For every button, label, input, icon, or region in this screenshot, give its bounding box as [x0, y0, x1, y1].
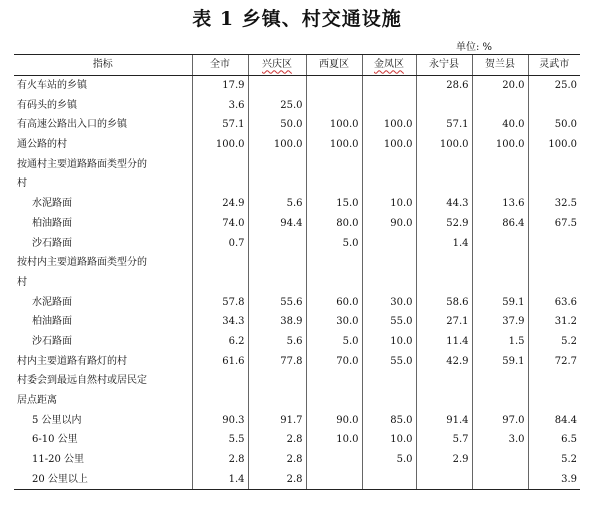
table-cell: 59.1: [472, 292, 528, 312]
table-cell: [416, 174, 472, 194]
table-cell: [248, 233, 306, 253]
table-cell: [528, 391, 580, 411]
table-cell: 5.0: [306, 233, 362, 253]
table-cell: 3.9: [528, 469, 580, 489]
table-cell: [416, 154, 472, 174]
table-cell: 52.9: [416, 214, 472, 234]
column-header-text: 兴庆区: [262, 59, 292, 71]
column-header: 指标: [14, 55, 192, 76]
table-cell: 5.6: [248, 194, 306, 214]
table-row: [14, 194, 580, 214]
table-cell: 15.0: [306, 194, 362, 214]
table-cell: 6.2: [192, 332, 248, 352]
table-cell: 100.0: [306, 135, 362, 155]
table-cell: 100.0: [362, 115, 416, 135]
table-cell: 3.6: [192, 95, 248, 115]
table-cell: [472, 273, 528, 293]
table-cell: 100.0: [528, 135, 580, 155]
row-label: 有码头的乡镇: [17, 99, 77, 111]
table-cell: 34.3: [192, 312, 248, 332]
table-cell: 67.5: [528, 214, 580, 234]
row-label: 水泥路面: [32, 296, 72, 308]
table-cell: [248, 253, 306, 273]
table-title: 表 1 乡镇、村交通设施: [192, 8, 402, 30]
table-cell: 55.0: [362, 351, 416, 371]
table-cell: 30.0: [306, 312, 362, 332]
table-cell: [248, 154, 306, 174]
table-row: [14, 469, 580, 489]
transport-table: [14, 54, 580, 490]
table-cell: 100.0: [192, 135, 248, 155]
table-cell: 72.7: [528, 351, 580, 371]
table-row: [14, 135, 580, 155]
table-cell: 5.5: [192, 430, 248, 450]
table-cell: [306, 174, 362, 194]
column-header: [248, 55, 306, 76]
table-cell: 5.6: [248, 332, 306, 352]
row-label: 按村内主要道路路面类型分的: [17, 257, 147, 269]
table-cell: 100.0: [306, 115, 362, 135]
column-header: 全市: [192, 55, 248, 76]
table-cell: 2.8: [192, 450, 248, 470]
table-cell: 28.6: [416, 75, 472, 95]
column-header: 永宁县: [416, 55, 472, 76]
row-label: 村: [17, 276, 27, 288]
table-cell: 70.0: [306, 351, 362, 371]
table-cell: 10.0: [362, 194, 416, 214]
table-cell: 0.7: [192, 233, 248, 253]
table-cell: 60.0: [306, 292, 362, 312]
table-cell: 91.4: [416, 410, 472, 430]
table-cell: 85.0: [362, 410, 416, 430]
column-header: 西夏区: [306, 55, 362, 76]
table-cell: [192, 174, 248, 194]
table-cell: 42.9: [416, 351, 472, 371]
table-cell: [192, 154, 248, 174]
table-cell: 6.5: [528, 430, 580, 450]
table-cell: 57.8: [192, 292, 248, 312]
table-cell: [416, 371, 472, 391]
table-cell: [416, 273, 472, 293]
table-row: [14, 253, 580, 273]
table-row: [14, 430, 580, 450]
table-cell: 100.0: [416, 135, 472, 155]
table-cell: [528, 174, 580, 194]
row-label: 11-20 公里: [32, 454, 85, 466]
table-row: [14, 312, 580, 332]
table-cell: [528, 371, 580, 391]
table-cell: [528, 253, 580, 273]
table-row: [14, 410, 580, 430]
table-row: [14, 95, 580, 115]
table-cell: [362, 371, 416, 391]
table-cell: [416, 469, 472, 489]
table-cell: [472, 154, 528, 174]
table-cell: 74.0: [192, 214, 248, 234]
header-row: [14, 55, 580, 76]
table-cell: [362, 253, 416, 273]
table-cell: 94.4: [248, 214, 306, 234]
row-label: 有火车站的乡镇: [17, 80, 87, 92]
table-cell: 5.0: [362, 450, 416, 470]
table-cell: 90.0: [362, 214, 416, 234]
table-cell: [248, 273, 306, 293]
table-cell: [362, 233, 416, 253]
table-cell: [362, 174, 416, 194]
table-cell: [362, 391, 416, 411]
table-cell: 2.8: [248, 469, 306, 489]
table-cell: 10.0: [362, 430, 416, 450]
table-cell: [472, 469, 528, 489]
row-label: 柏油路面: [32, 217, 72, 229]
table-cell: 37.9: [472, 312, 528, 332]
table-cell: 55.6: [248, 292, 306, 312]
table-cell: 91.7: [248, 410, 306, 430]
table-cell: 58.6: [416, 292, 472, 312]
table-cell: 90.3: [192, 410, 248, 430]
table-cell: 1.4: [416, 233, 472, 253]
row-label: 村内主要道路有路灯的村: [17, 355, 127, 367]
table-cell: 55.0: [362, 312, 416, 332]
table-cell: [528, 273, 580, 293]
table-row: [14, 450, 580, 470]
table-row: [14, 233, 580, 253]
table-cell: 2.8: [248, 430, 306, 450]
row-label: 20 公里以上: [14, 469, 192, 489]
table-cell: [306, 469, 362, 489]
table-cell: [528, 233, 580, 253]
table-cell: [362, 75, 416, 95]
table-cell: [362, 273, 416, 293]
table-cell: [306, 75, 362, 95]
table-cell: [362, 95, 416, 115]
table-cell: 10.0: [362, 332, 416, 352]
table-row: [14, 273, 580, 293]
table-cell: 40.0: [472, 115, 528, 135]
table-cell: [528, 95, 580, 115]
table-cell: 32.5: [528, 194, 580, 214]
table-cell: 100.0: [362, 135, 416, 155]
table-cell: [248, 174, 306, 194]
row-label: 沙石路面: [32, 335, 72, 347]
table-cell: 10.0: [306, 430, 362, 450]
table-cell: 50.0: [248, 115, 306, 135]
table-row: [14, 332, 580, 352]
table-cell: [472, 391, 528, 411]
table-cell: [416, 253, 472, 273]
table-cell: 2.9: [416, 450, 472, 470]
table-cell: [416, 391, 472, 411]
row-label: 按通村主要道路路面类型分的: [17, 158, 147, 170]
table-cell: 84.4: [528, 410, 580, 430]
table-cell: 5.2: [528, 450, 580, 470]
table-cell: [306, 273, 362, 293]
table-cell: 100.0: [248, 135, 306, 155]
table-cell: 20.0: [472, 75, 528, 95]
table-cell: 59.1: [472, 351, 528, 371]
column-header: 贺兰县: [472, 55, 528, 76]
table-row: [14, 154, 580, 174]
table-cell: [306, 95, 362, 115]
table-cell: [192, 253, 248, 273]
table-cell: 25.0: [248, 95, 306, 115]
column-header: [362, 55, 416, 76]
table-cell: [472, 95, 528, 115]
row-label: 有高速公路出入口的乡镇: [17, 119, 127, 131]
table-cell: [416, 95, 472, 115]
table-cell: [528, 154, 580, 174]
row-label: 柏油路面: [32, 316, 72, 328]
table-cell: 25.0: [528, 75, 580, 95]
column-header-text: 金凤区: [374, 59, 404, 71]
table-cell: [192, 391, 248, 411]
table-cell: [192, 273, 248, 293]
row-label: 5 公里以内: [32, 414, 82, 426]
table-cell: 61.6: [192, 351, 248, 371]
table-row: [14, 371, 580, 391]
table-cell: 27.1: [416, 312, 472, 332]
table-cell: [362, 154, 416, 174]
table-cell: [472, 174, 528, 194]
table-cell: 5.2: [528, 332, 580, 352]
table-row: [14, 351, 580, 371]
row-label: 村委会到最远自然村或居民定: [17, 375, 147, 387]
table-cell: [362, 469, 416, 489]
table-cell: 2.8: [248, 450, 306, 470]
table-cell: 1.5: [472, 332, 528, 352]
table-cell: [306, 391, 362, 411]
table-cell: 11.4: [416, 332, 472, 352]
table-cell: 57.1: [416, 115, 472, 135]
row-label: 居点距离: [17, 395, 57, 407]
row-label: 通公路的村: [17, 139, 67, 151]
table-cell: [472, 371, 528, 391]
column-header: 灵武市: [528, 55, 580, 76]
table-cell: 44.3: [416, 194, 472, 214]
table-cell: [306, 253, 362, 273]
table-cell: 38.9: [248, 312, 306, 332]
table-cell: 86.4: [472, 214, 528, 234]
table-cell: 5.0: [306, 332, 362, 352]
table-cell: 31.2: [528, 312, 580, 332]
row-label: 水泥路面: [32, 198, 72, 210]
row-label: 沙石路面: [32, 237, 72, 249]
table-row: [14, 75, 580, 95]
table-cell: [306, 450, 362, 470]
table-cell: 90.0: [306, 410, 362, 430]
row-label: 6-10 公里: [32, 434, 78, 446]
table-cell: 3.0: [472, 430, 528, 450]
table-cell: [248, 75, 306, 95]
table-row: [14, 214, 580, 234]
table-cell: [472, 253, 528, 273]
table-row: [14, 391, 580, 411]
table-cell: 1.4: [192, 469, 248, 489]
table-cell: 30.0: [362, 292, 416, 312]
table-cell: [192, 371, 248, 391]
table-cell: 57.1: [192, 115, 248, 135]
table-cell: [472, 450, 528, 470]
table-row: [14, 292, 580, 312]
table-row: [14, 174, 580, 194]
table-cell: 77.8: [248, 351, 306, 371]
table-cell: 97.0: [472, 410, 528, 430]
unit-label: 单位: %: [456, 42, 493, 53]
table-cell: 100.0: [472, 135, 528, 155]
table-cell: [306, 154, 362, 174]
row-label: 村: [17, 178, 27, 190]
table-cell: 24.9: [192, 194, 248, 214]
table-cell: [248, 391, 306, 411]
table-row: [14, 115, 580, 135]
table-cell: 13.6: [472, 194, 528, 214]
table-cell: 50.0: [528, 115, 580, 135]
table-cell: 5.7: [416, 430, 472, 450]
table-cell: 80.0: [306, 214, 362, 234]
table-cell: [306, 371, 362, 391]
table-cell: [248, 371, 306, 391]
table-cell: [472, 233, 528, 253]
table-cell: 17.9: [192, 75, 248, 95]
table-cell: 63.6: [528, 292, 580, 312]
